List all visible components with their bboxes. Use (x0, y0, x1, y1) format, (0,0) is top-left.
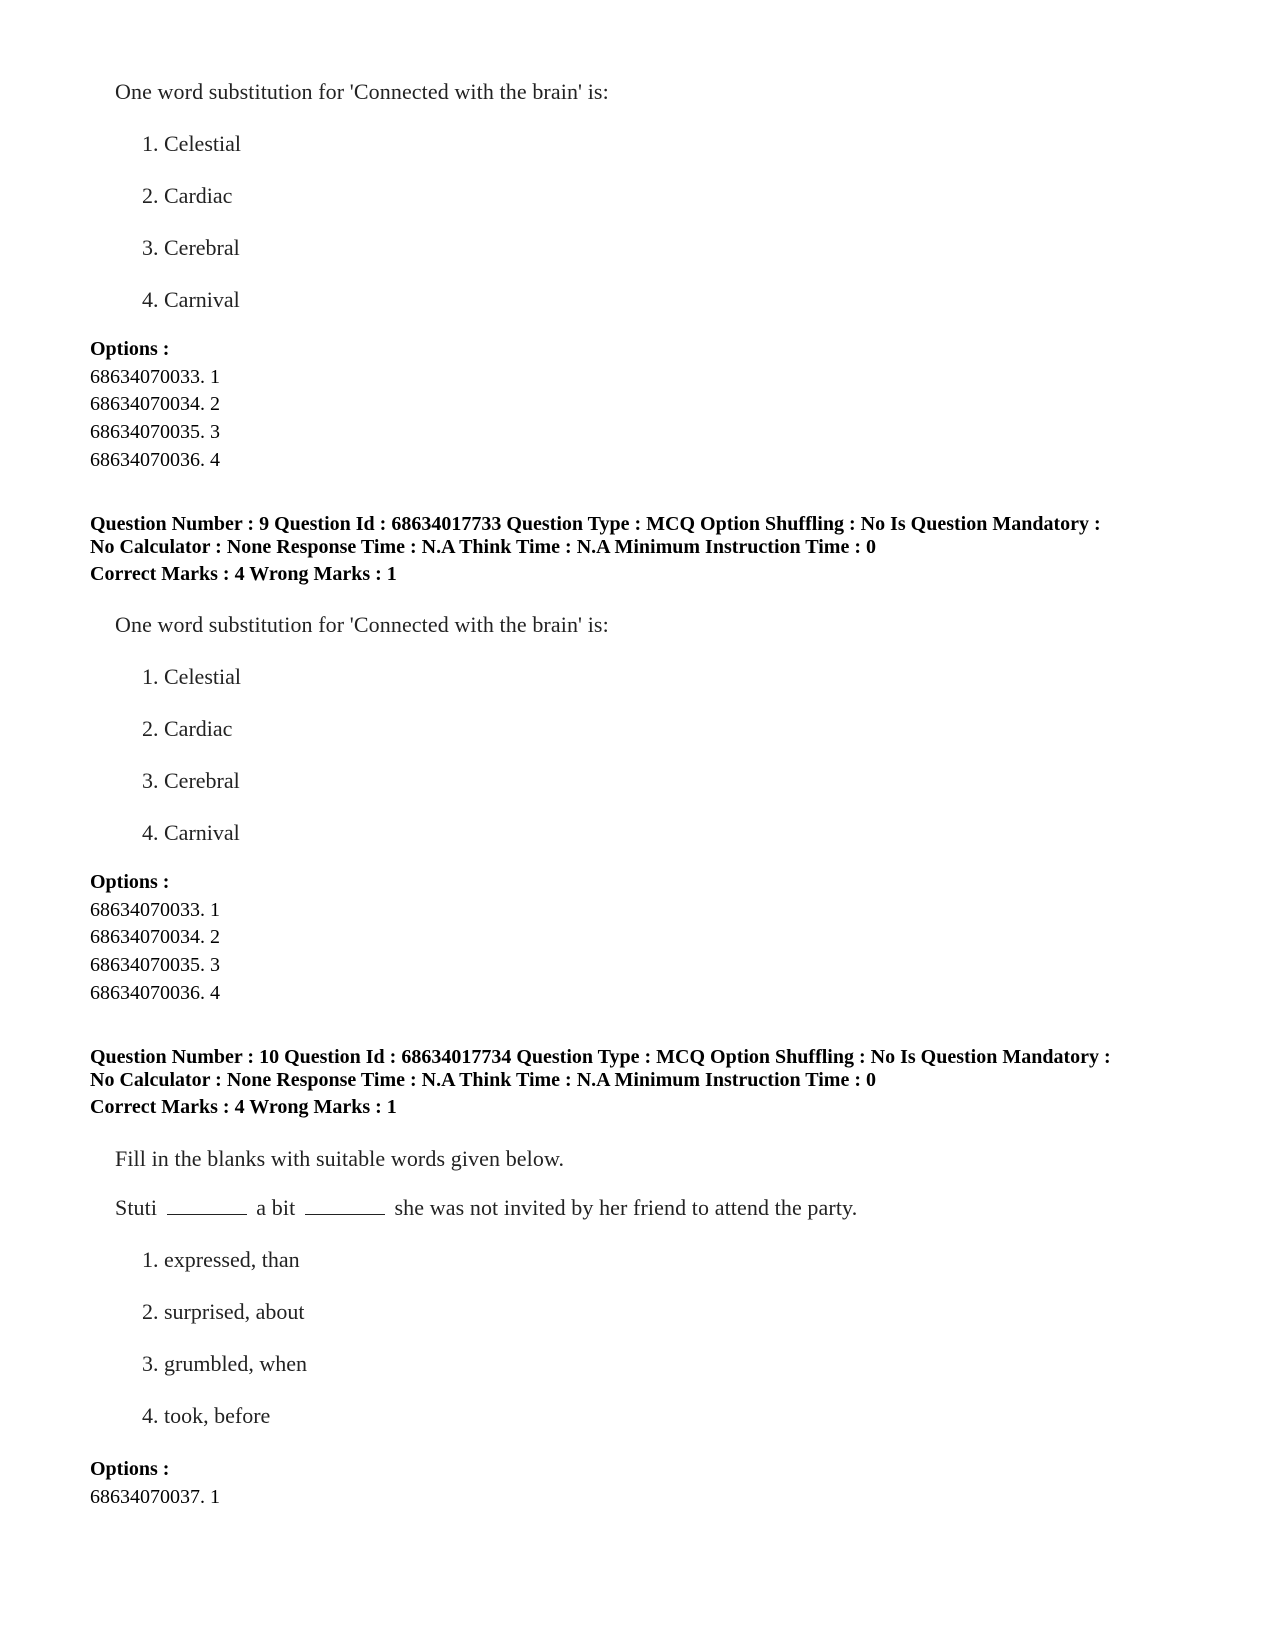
blank-line (167, 1196, 247, 1215)
question-marks: Correct Marks : 4 Wrong Marks : 1 (90, 1096, 397, 1118)
option-id-line: 68634070036. 4 (90, 982, 220, 1004)
answer-choice: 1. expressed, than (142, 1247, 300, 1272)
options-heading: Options : (90, 1458, 170, 1480)
question-stem: One word substitution for 'Connected with the brain' is: (115, 79, 609, 104)
sentence-part-2: a bit (256, 1195, 296, 1220)
options-heading: Options : (90, 871, 170, 893)
answer-choice: 4. Carnival (142, 287, 240, 312)
blank-line (305, 1196, 385, 1215)
option-id-line: 68634070033. 1 (90, 899, 220, 921)
sentence-part-3: she was not invited by her friend to attend the party. (394, 1195, 858, 1220)
question-meta-line-2: No Calculator : None Response Time : N.A Think Time : N.A Minimum Instruction Time : 0 (90, 536, 876, 558)
sentence-part-1: Stuti (115, 1195, 158, 1220)
question-marks: Correct Marks : 4 Wrong Marks : 1 (90, 563, 397, 585)
option-id-line: 68634070037. 1 (90, 1486, 220, 1508)
option-id-line: 68634070034. 2 (90, 393, 220, 415)
options-heading: Options : (90, 338, 170, 360)
answer-choice: 3. Cerebral (142, 768, 240, 793)
answer-choice: 4. Carnival (142, 820, 240, 845)
option-id-line: 68634070036. 4 (90, 449, 220, 471)
answer-choice: 3. grumbled, when (142, 1351, 307, 1376)
fill-in-sentence (115, 1195, 857, 1221)
answer-choice: 2. Cardiac (142, 716, 233, 741)
answer-choice: 2. Cardiac (142, 183, 233, 208)
answer-choice: 3. Cerebral (142, 235, 240, 260)
question-meta-line-2: No Calculator : None Response Time : N.A Think Time : N.A Minimum Instruction Time : 0 (90, 1069, 876, 1091)
answer-choice: 1. Celestial (142, 664, 241, 689)
answer-choice: 4. took, before (142, 1403, 271, 1428)
option-id-line: 68634070033. 1 (90, 366, 220, 388)
answer-choice: 1. Celestial (142, 131, 241, 156)
question-meta-line-1: Question Number : 10 Question Id : 68634017734 Question Type : MCQ Option Shuffling : No Is Question Mandatory : (90, 1046, 1111, 1068)
answer-choice: 2. surprised, about (142, 1299, 305, 1324)
question-stem: One word substitution for 'Connected with the brain' is: (115, 612, 609, 637)
option-id-line: 68634070034. 2 (90, 926, 220, 948)
option-id-line: 68634070035. 3 (90, 954, 220, 976)
question-instruction: Fill in the blanks with suitable words given below. (115, 1146, 565, 1171)
question-meta-line-1: Question Number : 9 Question Id : 68634017733 Question Type : MCQ Option Shuffling : No Is Question Mandatory : (90, 513, 1101, 535)
option-id-line: 68634070035. 3 (90, 421, 220, 443)
